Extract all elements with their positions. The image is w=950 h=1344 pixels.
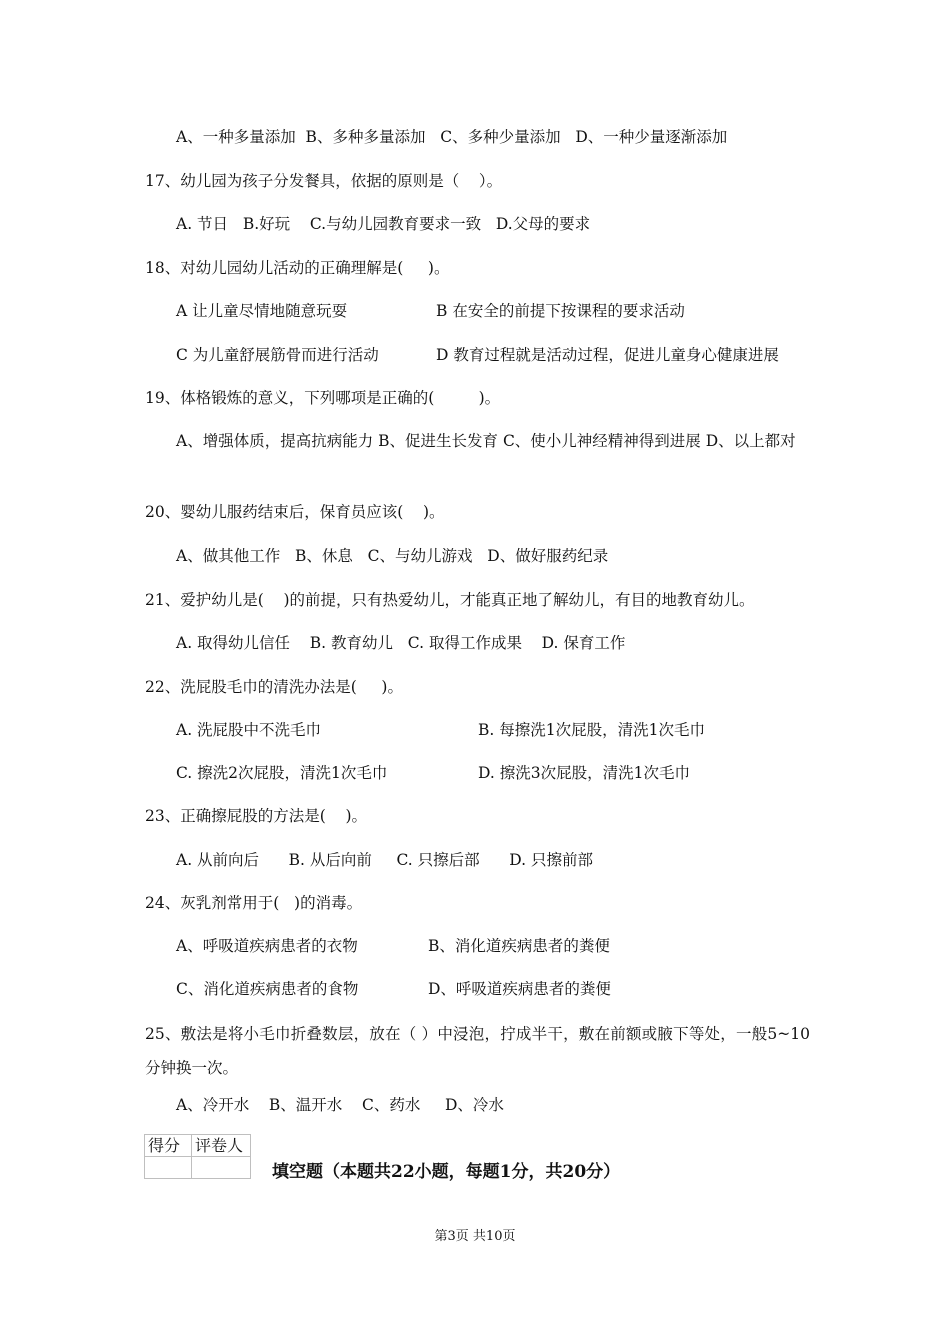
question-19: 19、体格锻炼的意义，下列哪项是正确的( )。	[145, 389, 501, 407]
q24-option-d: D、呼吸道疾病患者的粪便	[428, 980, 611, 998]
section-title: 填空题（本题共22小题，每题1分，共20分）	[272, 1162, 621, 1182]
score-label: 得分	[145, 1135, 192, 1157]
question-25-text: 25、敷法是将小毛巾折叠数层，放在（ ）中浸泡，拧成半干，敷在前额或腋下等处，一般5~10分钟换一次。	[145, 1025, 810, 1077]
q22-option-d: D. 擦洗3次屁股，清洗1次毛巾	[478, 764, 690, 782]
score-table-input-row	[145, 1157, 251, 1179]
q22-option-a: A. 洗屁股中不洗毛巾	[176, 721, 322, 739]
q24-option-c: C、消化道疾病患者的食物	[176, 980, 359, 998]
q16-options: A、一种多量添加 B、多种多量添加 C、多种少量添加 D、一种少量逐渐添加	[176, 128, 728, 146]
q17-options: A. 节日 B.好玩 C.与幼儿园教育要求一致 D.父母的要求	[176, 215, 591, 233]
question-17: 17、幼儿园为孩子分发餐具，依据的原则是（ ）。	[145, 172, 503, 190]
q21-options: A. 取得幼儿信任 B. 教育幼儿 C. 取得工作成果 D. 保育工作	[176, 634, 626, 652]
question-22: 22、洗屁股毛巾的清洗办法是( )。	[145, 678, 403, 696]
question-20: 20、婴幼儿服药结束后，保育员应该( )。	[145, 503, 445, 521]
q24-option-b: B、消化道疾病患者的粪便	[428, 937, 610, 955]
q18-option-c: C 为儿童舒展筋骨而进行活动	[176, 346, 379, 364]
question-23: 23、正确擦屁股的方法是( )。	[145, 807, 368, 825]
question-18: 18、对幼儿园幼儿活动的正确理解是( )。	[145, 259, 450, 277]
page-footer: 第3页 共10页	[434, 1229, 516, 1244]
q19-options-text: A、增强体质，提高抗病能力 B、促进生长发育 C、使小儿神经精神得到进展 D、以上都对	[176, 432, 796, 450]
q18-option-a: A 让儿童尽情地随意玩耍	[176, 302, 348, 320]
question-25	[145, 1017, 810, 1085]
question-21: 21、爱护幼儿是( )的前提，只有热爱幼儿，才能真正地了解幼儿，有目的地教育幼儿。	[145, 591, 755, 609]
q18-option-d: D 教育过程就是活动过程，促进儿童身心健康进展	[436, 346, 779, 364]
q23-options: A. 从前向后 B. 从后向前 C. 只擦后部 D. 只擦前部	[176, 851, 593, 869]
score-table-header	[145, 1135, 251, 1157]
score-table	[144, 1134, 251, 1179]
question-24: 24、灰乳剂常用于( )的消毒。	[145, 894, 363, 912]
score-cell[interactable]	[145, 1157, 192, 1179]
q19-options	[145, 424, 810, 458]
grader-label: 评卷人	[192, 1135, 251, 1157]
q22-option-c: C. 擦洗2次屁股，清洗1次毛巾	[176, 764, 388, 782]
q22-option-b: B. 每擦洗1次屁股，清洗1次毛巾	[478, 721, 705, 739]
q18-option-b: B 在安全的前提下按课程的要求活动	[436, 302, 685, 320]
q24-option-a: A、呼吸道疾病患者的衣物	[176, 937, 358, 955]
q20-options: A、做其他工作 B、休息 C、与幼儿游戏 D、做好服药纪录	[176, 547, 609, 565]
grader-cell[interactable]	[192, 1157, 251, 1179]
q25-options: A、冷开水 B、温开水 C、药水 D、冷水	[176, 1096, 504, 1114]
